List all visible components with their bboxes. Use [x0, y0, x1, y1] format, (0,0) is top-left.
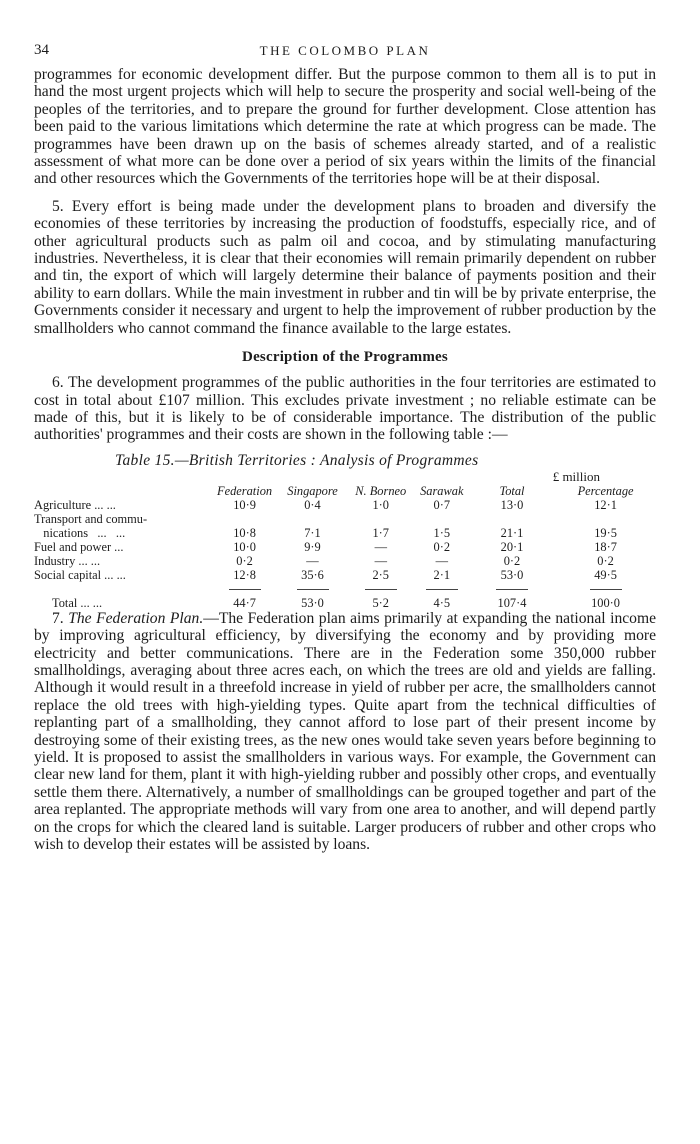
row-label: nications ... ... — [34, 525, 126, 540]
table-row — [34, 568, 656, 582]
sum-rule — [365, 589, 397, 590]
table-total-row — [34, 596, 656, 610]
table-cell: — — [374, 553, 387, 568]
document-page — [34, 40, 656, 853]
table-cell: 10·9 — [233, 497, 256, 512]
paragraph-7-number: 7. — [52, 609, 69, 627]
table-cell: 2·5 — [372, 567, 390, 582]
table-cell: — — [374, 539, 387, 554]
table-cell: 7·1 — [304, 525, 321, 540]
table-cell: — — [306, 553, 319, 568]
table-cell: 18·7 — [594, 539, 617, 554]
table-cell: 35·6 — [301, 567, 324, 582]
table-cell: 44·7 — [233, 595, 256, 610]
sum-rule — [297, 589, 329, 590]
row-label: Fuel and power ... — [34, 539, 124, 554]
table-cell: 53·0 — [301, 595, 324, 610]
table-unit: £ million — [552, 468, 600, 484]
table-cell: 0·2 — [503, 553, 521, 568]
table-cell: 100·0 — [591, 595, 620, 610]
table-cell: 21·1 — [500, 525, 524, 540]
table-cell: 0·2 — [236, 553, 253, 568]
table-cell: 0·4 — [304, 497, 321, 512]
table-cell: 20·1 — [500, 539, 524, 554]
table-cell: 1·0 — [372, 497, 390, 512]
table-cell: 53·0 — [500, 567, 524, 582]
table-cell: 0·2 — [597, 553, 614, 568]
table-row — [34, 554, 656, 568]
sum-rule — [590, 589, 622, 590]
table-cell: 12·8 — [233, 567, 256, 582]
table-header-row — [34, 484, 656, 498]
programmes-table — [34, 470, 656, 610]
column-header: N. Borneo — [355, 483, 407, 498]
table-row — [34, 540, 656, 554]
intro-paragraph: programmes for economic development differ. But the purpose common to them all is to put in hand the most urgent projects which will help to secure the prosperity and social well-being of the peoples of the territories, and to prepare the ground for further development. Close attention has been paid to the various limitations which determine the rate at which progress can be made. The programmes have been drawn up on the basis of schemes already started, and of a realistic assessment of what more can be done over a period of six years within the limits of the financial and other resources which the Governments of the territories hope will be at their disposal. — [34, 66, 656, 188]
section-heading: Description of the Programmes — [242, 349, 448, 366]
table-cell: 49·5 — [594, 567, 617, 582]
table-cell: 5·2 — [372, 595, 390, 610]
table-rule-row — [34, 582, 656, 596]
table-cell: 0·2 — [433, 539, 451, 554]
table-row — [34, 512, 656, 526]
page-header — [34, 40, 656, 66]
paragraph-5: 5. Every effort is being made under the development plans to broaden and diversify the economies of these territories by increasing the production of foodstuffs, especially rice, and of other agricultural products such as palm oil and cocoa, and by stimulating manufacturing industries. Nevertheless, it is clear that their economies will remain primarily dependent on rubber and tin, the export of which will largely determine their balance of payments position and their ability to earn dollars. While the main investment in rubber and tin will be by private enterprise, the Governments consider it necessary and urgent to help the improvement of rubber production by the smallholders who cannot command the finance available to the large estates. — [34, 197, 656, 337]
table-cell: 12·1 — [594, 497, 617, 512]
table-cell: 4·5 — [433, 595, 451, 610]
page-number: 34 — [34, 42, 49, 58]
table-cell: 0·7 — [433, 497, 451, 512]
paragraph-7-body: —The Federation plan aims primarily at expanding the national income by improving agricultural efficiency, by diversifying the economy and by providing more electricity and better communications. There are in the Federation some 350,000 rubber smallholdings, averaging about three acres each, on which the trees are old and yields are falling. Although it would result in a threefold increase in yield of rubber per acre, the smallholders cannot replace the old trees with high-yielding types. Quite apart from the technical difficulties of replanting part of a smallholding, they cannot afford to lose part of their present income by destroying some of their existing trees, as the new ones would take seven years before beginning to yield. It is proposed to assist the smallholders in various ways. For example, the Government can clear new land for them, plant it with high-yielding rubber and possibly other crops, and eventually settle them there. Alternatively, a number of smallholdings can be grouped together and part of the area replanted. The appropriate methods will vary from one area to another, and will depend partly on the crops for which the cleared land is suitable. Larger producers of rubber and other crops who wish to develop their estates will be assisted by loans. — [34, 609, 657, 853]
table-cell: — — [435, 553, 448, 568]
column-header: Percentage — [577, 483, 634, 498]
table-caption: Table 15.—British Territories : Analysis of Programmes — [115, 451, 479, 469]
sum-rule — [426, 589, 458, 590]
table-cell: 107·4 — [497, 595, 527, 610]
sum-rule — [496, 589, 528, 590]
row-label: Transport and commu- — [34, 511, 148, 526]
paragraph-7-title: The Federation Plan. — [68, 609, 204, 627]
column-header: Federation — [217, 483, 273, 498]
row-label: Social capital ... ... — [34, 567, 126, 582]
table-cell: 13·0 — [500, 497, 524, 512]
row-label: Total ... ... — [52, 595, 103, 610]
table-cell: 19·5 — [594, 525, 617, 540]
column-header: Singapore — [287, 483, 338, 498]
table-cell: 10·8 — [233, 525, 256, 540]
table-cell: 1·5 — [433, 525, 451, 540]
paragraph-7 — [34, 610, 656, 854]
table-cell: 10·0 — [233, 539, 256, 554]
row-label: Industry ... ... — [34, 553, 101, 568]
column-header: Sarawak — [420, 483, 464, 498]
column-header: Total — [499, 483, 525, 498]
running-title: THE COLOMBO PLAN — [259, 43, 431, 58]
table-row — [34, 526, 656, 540]
table-row — [34, 498, 656, 512]
paragraph-6: 6. The development programmes of the public authorities in the four territories are estimated to cost in total about £107 million. This excludes private investment ; no reliable estimate can be made of this, but it is likely to be of considerable importance. The distribution of the public authorities' programmes and their costs are shown in the following table :— — [34, 374, 656, 444]
table-cell: 1·7 — [372, 525, 390, 540]
table-cell: 9·9 — [304, 539, 321, 554]
table-cell: 2·1 — [433, 567, 451, 582]
row-label: Agriculture ... ... — [34, 497, 116, 512]
sum-rule — [229, 589, 261, 590]
